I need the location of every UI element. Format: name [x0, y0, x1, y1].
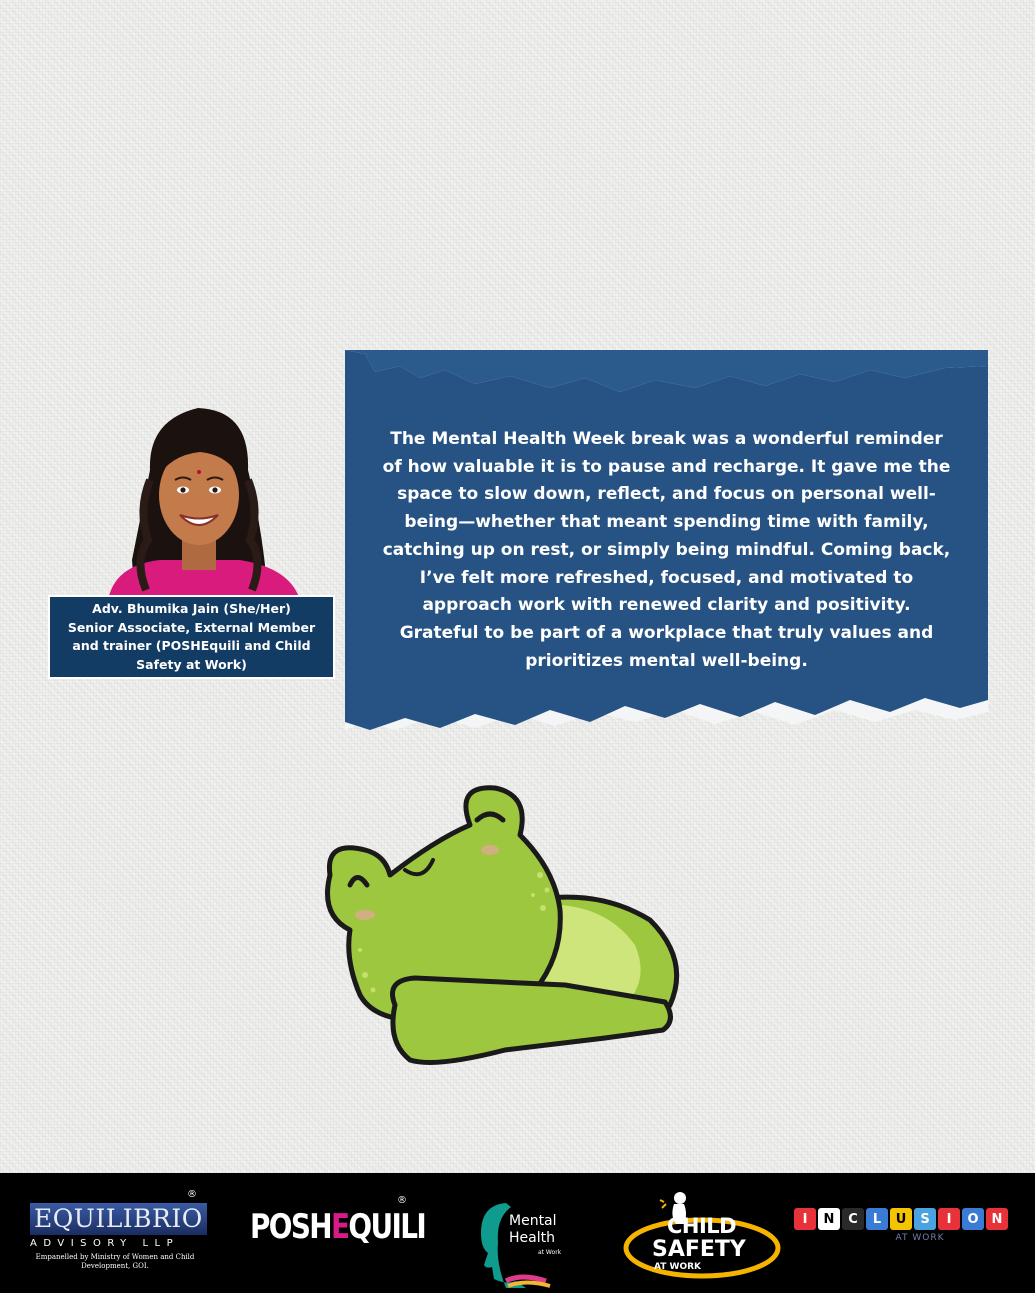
- child-safety-line1: CHILD: [667, 1214, 737, 1238]
- puzzle-tile: N: [818, 1208, 840, 1230]
- mental-health-line3: at Work: [538, 1249, 562, 1256]
- child-safety-at-work-logo[interactable]: [622, 1188, 782, 1293]
- equilibrio-note: [30, 1253, 200, 1271]
- profile-photo: [90, 400, 306, 600]
- mental-health-at-work-logo[interactable]: [476, 1193, 566, 1293]
- quote-line: approach work with renewed clarity and positivity.: [422, 595, 911, 616]
- quote-line: catching up on rest, or simply being mindful. Coming back,: [382, 539, 951, 560]
- equilibrio-note-line: Empanelled by Ministry of Women and Child: [35, 1253, 195, 1261]
- equilibrio-note-line: Development, GOI.: [81, 1262, 149, 1270]
- quote-panel: [345, 350, 988, 750]
- caption-role: Senior Associate, External Member: [67, 619, 316, 635]
- child-safety-line2: SAFETY: [652, 1237, 746, 1262]
- inclusion-subtitle: AT WORK: [895, 1233, 945, 1243]
- poshequili-part: QUILI: [348, 1207, 426, 1247]
- footer-logo-bar: [0, 1173, 1035, 1293]
- puzzle-tile: N: [986, 1208, 1008, 1230]
- quote-line: of how valuable it is to pause and recharge. It gave me the: [382, 456, 951, 477]
- poshequili-part: E: [330, 1207, 349, 1247]
- inclusion-puzzle-tiles: [794, 1208, 1026, 1230]
- puzzle-tile: I: [938, 1208, 960, 1230]
- puzzle-tile: S: [914, 1208, 936, 1230]
- poshequili-logo[interactable]: [250, 1195, 426, 1257]
- quote-line: I’ve felt more refreshed, focused, and motivated to: [419, 567, 914, 588]
- poshequili-part: POSH: [250, 1207, 331, 1247]
- profile-caption: [48, 595, 335, 679]
- quote-line: being—whether that meant spending time with family,: [404, 512, 929, 533]
- puzzle-tile: U: [890, 1208, 912, 1230]
- caption-role-cont: and trainer (POSHEquili and Child: [72, 638, 311, 653]
- equilibrio-name: EQUILIBRIO: [30, 1203, 207, 1235]
- registered-mark: ®: [397, 1195, 407, 1206]
- mental-health-line2: Health: [509, 1230, 555, 1246]
- mental-health-line1: Mental: [509, 1213, 557, 1229]
- inclusion-at-work-logo[interactable]: [794, 1208, 1026, 1258]
- puzzle-tile: L: [866, 1208, 888, 1230]
- puzzle-tile: C: [842, 1208, 864, 1230]
- puzzle-tile: I: [794, 1208, 816, 1230]
- poshequili-wordmark: [250, 1207, 426, 1247]
- testimonial-text: [375, 426, 958, 675]
- quote-line: prioritizes mental well-being.: [525, 650, 808, 671]
- sleeping-frog-illustration: [305, 780, 685, 1080]
- caption-name: Adv. Bhumika Jain (She/Her): [92, 601, 291, 616]
- equilibrio-subtitle: ADVISORY LLP: [30, 1238, 180, 1249]
- quote-line: The Mental Health Week break was a wonderful reminder: [390, 429, 943, 449]
- registered-mark: ®: [187, 1189, 197, 1200]
- equilibrio-logo[interactable]: [30, 1189, 203, 1283]
- puzzle-tile: O: [962, 1208, 984, 1230]
- child-safety-line3: AT WORK: [654, 1262, 702, 1272]
- caption-role-end: Safety at Work): [136, 656, 247, 672]
- quote-line: space to slow down, reflect, and focus on personal well-: [397, 484, 936, 505]
- quote-line: Grateful to be part of a workplace that truly values and: [399, 622, 934, 643]
